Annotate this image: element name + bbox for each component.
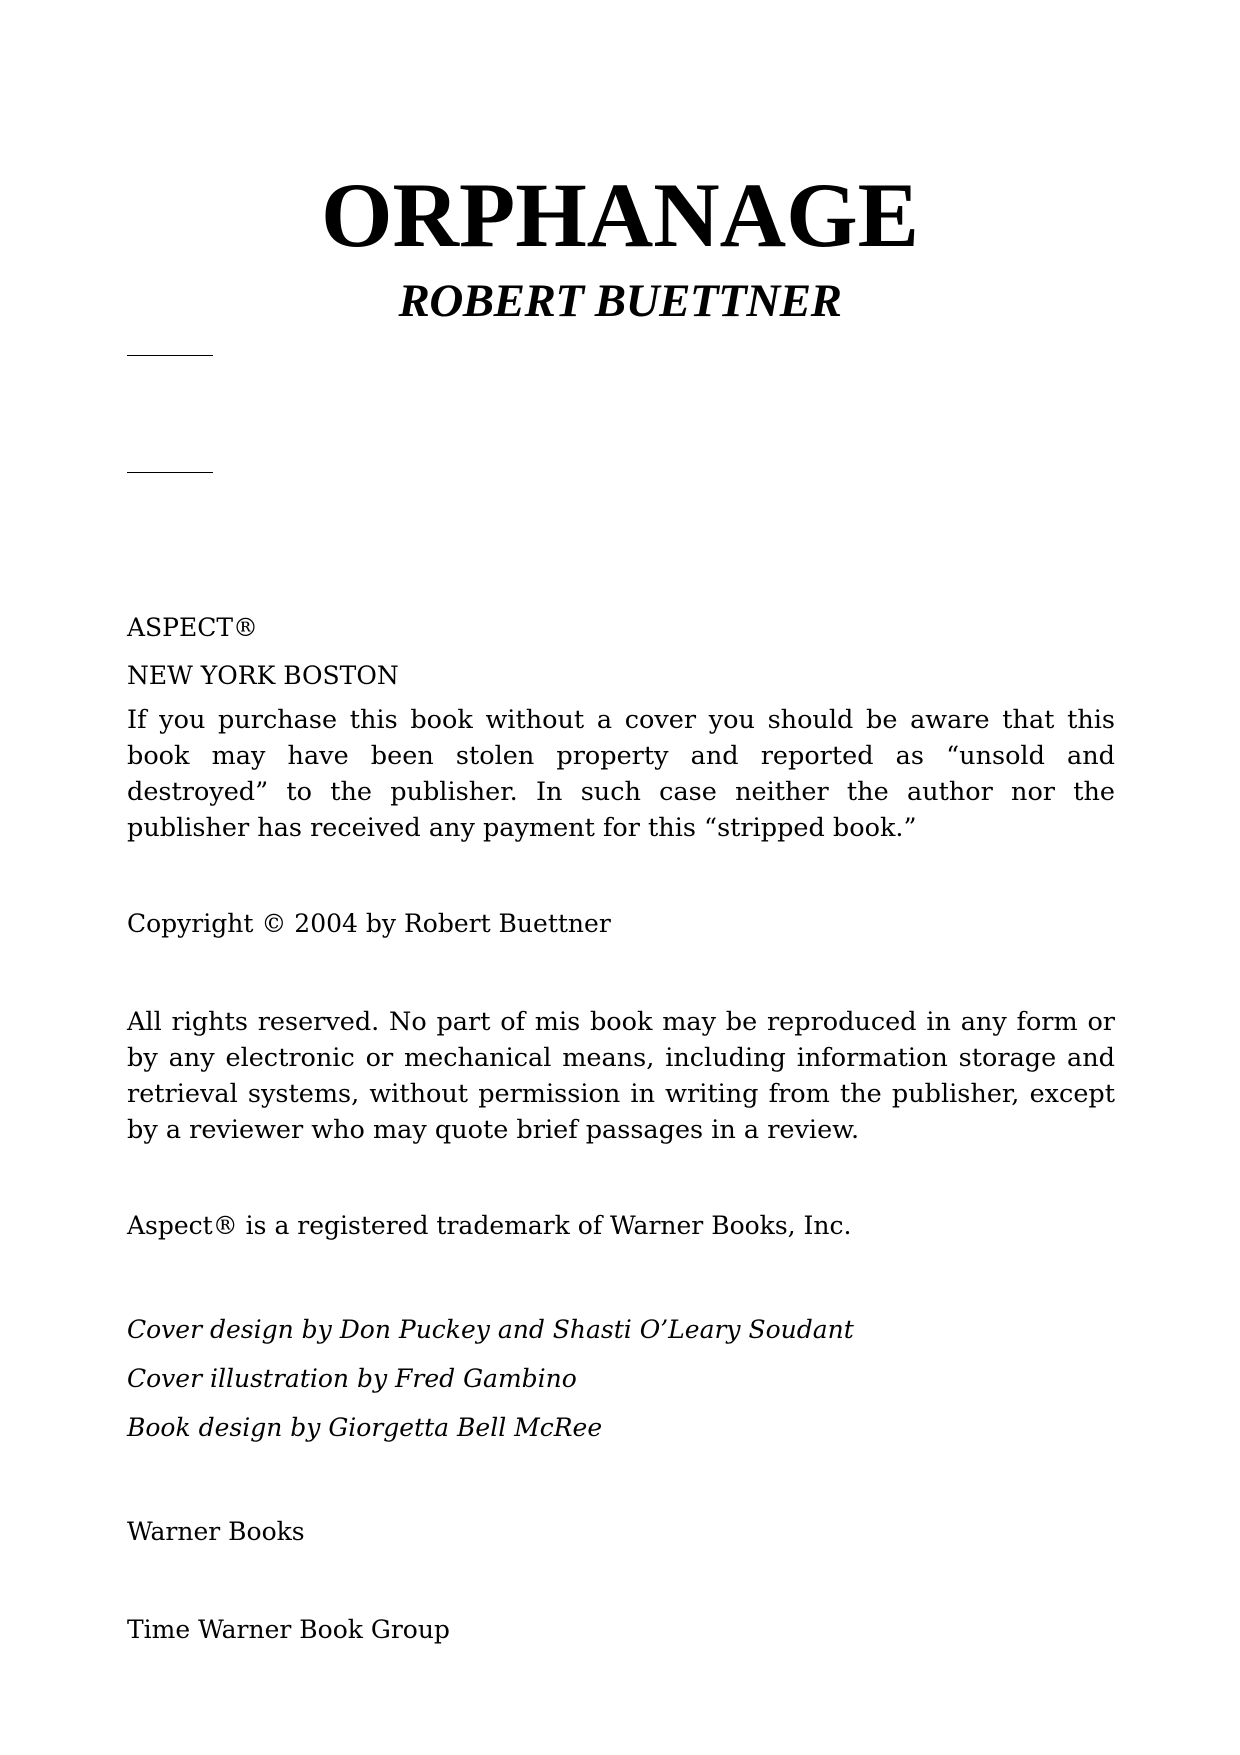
divider-rule-bottom xyxy=(127,472,213,473)
imprint-block xyxy=(127,604,1115,700)
trademark-line: Aspect® is a registered trademark of Warner Books, Inc. xyxy=(127,1211,852,1240)
publisher-name: Warner Books xyxy=(127,1517,305,1546)
cover-illustration-credit: Cover illustration by Fred Gambino xyxy=(127,1364,577,1393)
imprint-cities: NEW YORK BOSTON xyxy=(127,661,399,690)
imprint-name: ASPECT® xyxy=(127,613,259,642)
stripped-book-notice: If you purchase this book without a cover you should be aware that this book may have been stolen property and reported as “unsold and destroyed” to the publisher. In such case neither the author nor the publisher has received any payment for this “stripped book.” xyxy=(127,705,1115,843)
design-credits xyxy=(127,1305,1115,1452)
publisher-group: Time Warner Book Group xyxy=(127,1615,450,1644)
rights-reserved-paragraph: All rights reserved. No part of mis book may be reproduced in any form or by any electronic or mechanical means, including information storage and retrieval systems, without permission in writing from the publisher, except by a reviewer who may quote brief passages in a review. xyxy=(127,1007,1115,1145)
author-name: ROBERT BUETTNER xyxy=(398,275,842,327)
book-title: ORPHANAGE xyxy=(321,164,919,266)
cover-design-credit: Cover design by Don Puckey and Shasti O’Leary Soudant xyxy=(127,1315,854,1344)
book-design-credit: Book design by Giorgetta Bell McRee xyxy=(127,1413,603,1442)
copyright-line: Copyright © 2004 by Robert Buettner xyxy=(127,909,611,938)
divider-rule-top xyxy=(127,355,213,356)
